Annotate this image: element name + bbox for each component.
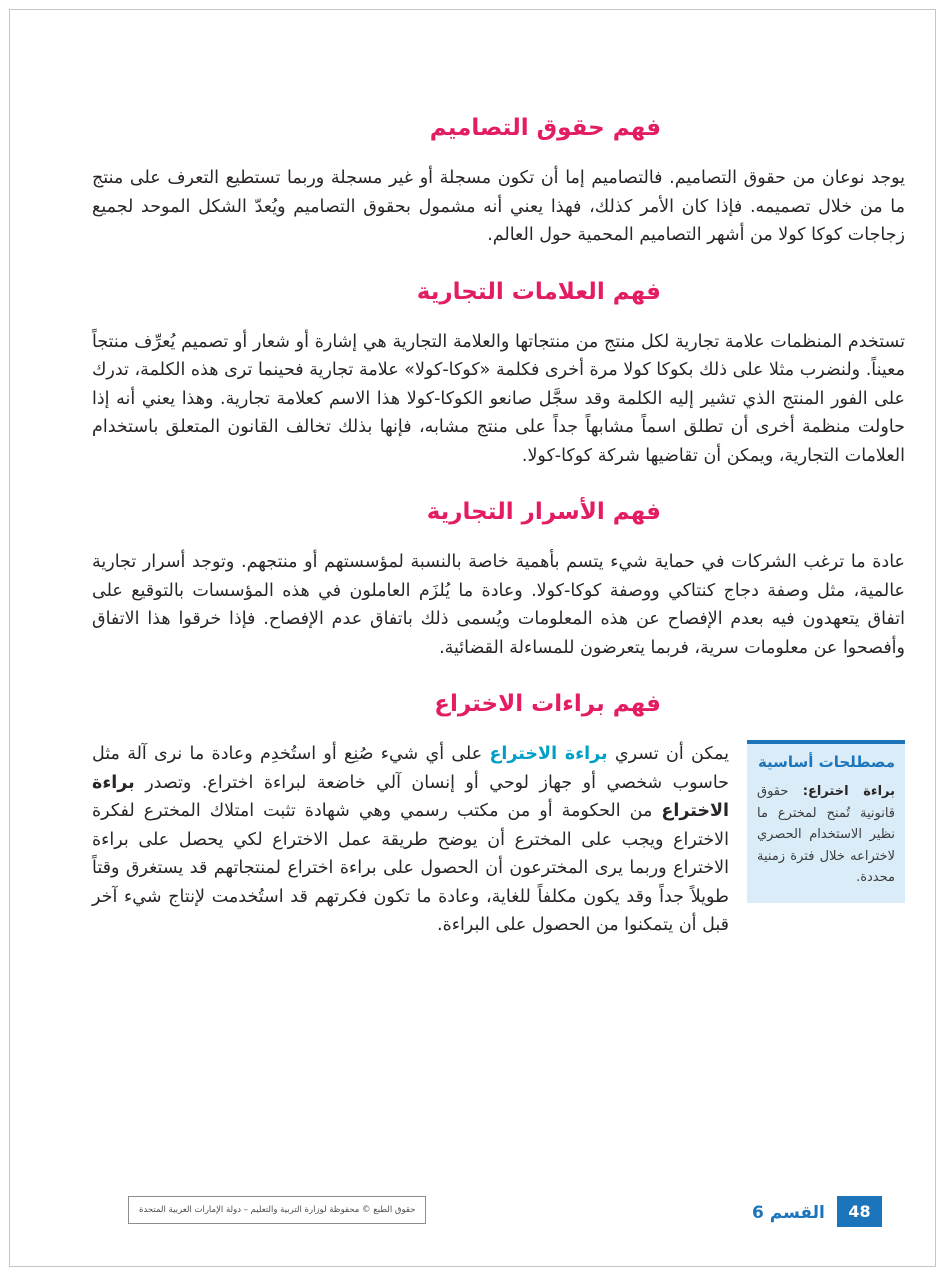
section-patents bbox=[92, 688, 905, 940]
paragraph-patents bbox=[92, 740, 729, 940]
key-term-name: براءة اختراع: bbox=[802, 784, 896, 799]
key-terms-box bbox=[747, 740, 905, 903]
section-design-rights bbox=[92, 112, 905, 250]
paragraph-trade-secrets: عادة ما ترغب الشركات في حماية شيء يتسم بأهمية خاصة بالنسبة لمؤسستهم أو منتجهم. وتوجد أسرار تجارية عالمية، مثل وصفة دجاج كنتاكي ووصفة كوكا-كولا. وعادة ما يُلزَم العاملون في هذه المؤسسات بالتوقيع على اتفاق يتعهدون فيه بعدم الإفصاح عن هذه المعلومات ويُسمى ذلك باتفاق عدم الإفصاح. فإذا خرقوا هذا الاتفاق وأفصحوا عن معلومات سرية، فربما يتعرضون للمساءلة القضائية. bbox=[92, 552, 905, 658]
key-term-definition: حقوق قانونية تُمنح لمخترع ما نظير الاستخدام الحصري لاختراعه خلال فترة زمنية محددة. bbox=[757, 784, 895, 885]
page-content bbox=[92, 112, 905, 940]
section-trade-secrets bbox=[92, 496, 905, 662]
section-heading-design-rights: فهم حقوق التصاميم bbox=[429, 115, 661, 141]
text-segment: على أي شيء صُنِع أو استُخدِم وعادة ما نرى آلة مثل حاسوب شخصي أو جهاز لوحي أو إنسان آلي خاضعة لبراءة اختراع. وتصدر bbox=[92, 744, 729, 793]
section-trademarks bbox=[92, 276, 905, 471]
section-heading-trademarks: فهم العلامات التجارية bbox=[416, 278, 661, 305]
patents-row bbox=[92, 740, 905, 940]
patent-term-highlight: براءة الاختراع bbox=[489, 744, 608, 764]
paragraph-design-rights: يوجد نوعان من حقوق التصاميم. فالتصاميم إما أن تكون مسجلة أو غير مسجلة وربما تستطيع التعرف على منتج ما من خلال تصميمه. فإذا كان الأمر كذلك، فهذا يعني أنه مشمول بحقوق التصاميم ويُعدّ الشكل الموحد لجميع زجاجات كوكا كولا من أشهر التصاميم المحمية حول العالم. bbox=[92, 168, 905, 245]
page-number: 48 bbox=[837, 1196, 882, 1227]
copyright-notice: حقوق الطبع © محفوظة لوزارة التربية والتعليم – دولة الإمارات العربية المتحدة bbox=[128, 1196, 426, 1224]
section-heading-trade-secrets: فهم الأسرار التجارية bbox=[426, 499, 661, 525]
section-heading-patents: فهم براءات الاختراع bbox=[434, 691, 661, 717]
text-segment: من الحكومة أو من مكتب رسمي وهي شهادة تثبت امتلاك المخترع لفكرة الاختراع ويجب على المخترع أن يوضح طريقة عمل الاختراع لكي يحصل على براءة الاختراع وربما يرى المخترعون أن الحصول على براءة اختراع لمنتجاتهم قد يستغرق وقتاً طويلاً جداً وقد يكون مكلفاً للغاية، وعادة ما تكون فكرتهم قد استُخدمت لإنتاج شيء آخر قبل أن يتمكنوا من الحصول على البراءة. bbox=[92, 801, 729, 935]
patent-term-bold: براءة الاختراع bbox=[92, 772, 729, 821]
section-number-label: القسم 6 bbox=[752, 1203, 825, 1223]
key-terms-title: مصطلحات أساسية bbox=[757, 753, 895, 771]
key-term-entry bbox=[757, 781, 895, 889]
text-segment: يمكن أن تسري bbox=[607, 744, 729, 764]
paragraph-trademarks: تستخدم المنظمات علامة تجارية لكل منتج من منتجاتها والعلامة التجارية هي إشارة أو شعار أو تصميم يُعرِّف منتجاً معيناً. ولنضرب مثلا على ذلك بكوكا كولا مرة أخرى فكلمة «كوكا-كولا» علامة تجارية فحينما ترى هذه الكلمة، تدرك على الفور المنتج الذي تشير إليه الكلمة وقد سجَّل صانعو الكوكا-كولا هذا الاسم كعلامة تجارية. وهذا يعني أنه إذا حاولت منظمة أخرى أن تطلق اسماً مشابهاً جداً على منتج مشابه، فإنها بذلك تخالف القانون المتعلق باستخدام العلامات التجارية، ويمكن أن تقاضيها شركة كوكا-كولا. bbox=[92, 331, 905, 466]
